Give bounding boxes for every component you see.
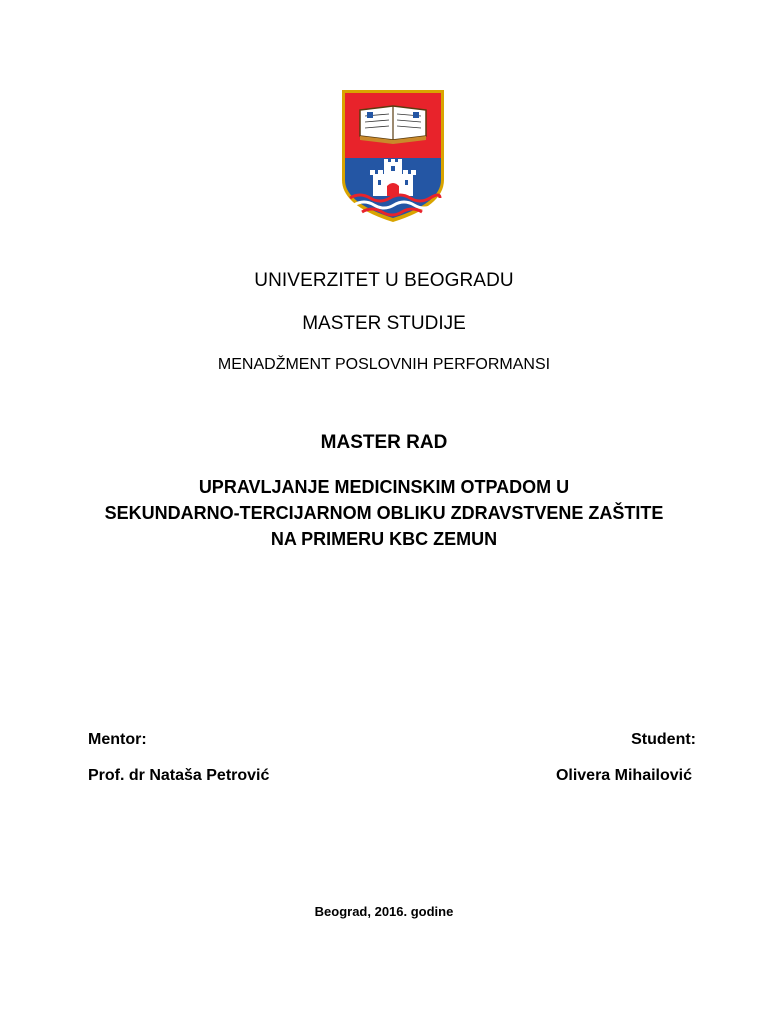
thesis-title [60, 474, 708, 552]
mentor-label: Mentor: [88, 731, 147, 748]
mentor-name: Prof. dr Nataša Petrović [88, 767, 270, 784]
university-name: UNIVERZITET U BEOGRADU [254, 270, 514, 291]
student-label: Student: [631, 731, 696, 748]
student-name: Olivera Mihailović [555, 767, 692, 784]
thesis-title-line-1: UPRAVLJANJE MEDICINSKIM OTPADOM U [198, 477, 570, 497]
thesis-title-line-2: SEKUNDARNO-TERCIJARNOM OBLIKU ZDRAVSTVENE ZAŠTITE [104, 503, 664, 523]
studies-level: MASTER STUDIJE [302, 313, 466, 334]
university-crest-icon [340, 88, 446, 224]
place-and-date: Beograd, 2016. godine [314, 904, 454, 919]
study-program: MENADŽMENT POSLOVNIH PERFORMANSI [217, 356, 551, 373]
thesis-title-line-3: NA PRIMERU KBC ZEMUN [270, 529, 498, 549]
thesis-type: MASTER RAD [320, 432, 448, 453]
